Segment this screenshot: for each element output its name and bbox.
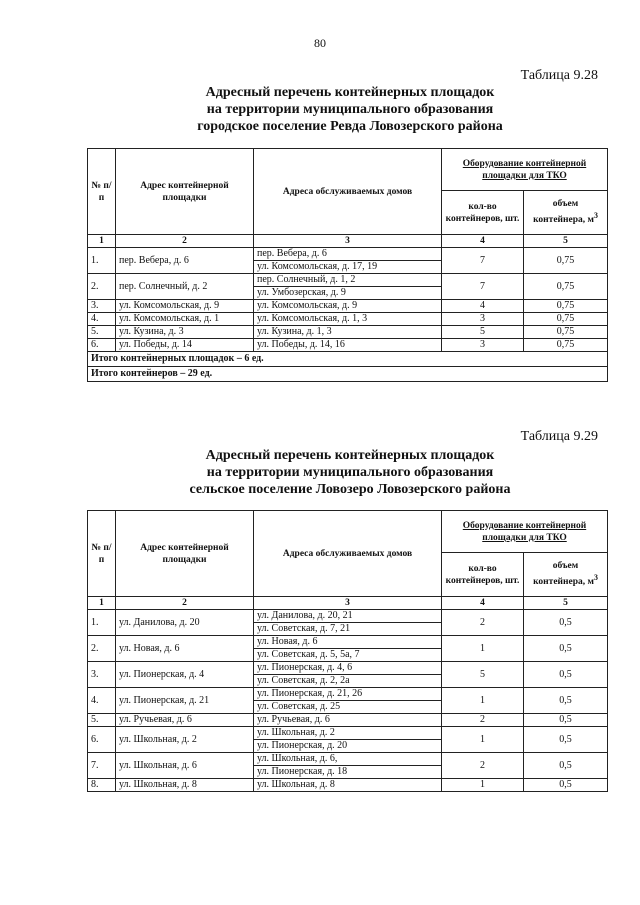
table-row <box>88 610 608 623</box>
header-index: 4 <box>442 235 524 248</box>
header-equipment-text: Оборудование контейнерной площадки для ТКО <box>462 158 587 181</box>
header-index: 2 <box>116 235 254 248</box>
header-volume-text: объем контейнера, м <box>533 199 594 226</box>
site-address: ул. Пионерская, д. 4 <box>116 662 254 688</box>
title-line: Адресный перечень контейнерных площадок <box>205 85 495 100</box>
container-count: 2 <box>442 753 524 779</box>
row-number: 4. <box>88 688 116 714</box>
header-count: кол-во контейнеров, шт. <box>442 553 524 597</box>
header-equipment-text: Оборудование контейнерной площадки для ТКО <box>462 520 587 543</box>
table-row <box>88 636 608 649</box>
served-house: ул. Пионерская, д. 18 <box>254 766 442 779</box>
header-equipment <box>442 511 608 553</box>
table-row <box>88 753 608 766</box>
header-num: № п/п <box>88 511 116 597</box>
container-sites-table-lovozero <box>87 510 608 792</box>
container-count: 7 <box>442 274 524 300</box>
site-address: пер. Вебера, д. 6 <box>116 248 254 274</box>
site-address: ул. Школьная, д. 2 <box>116 727 254 753</box>
row-number: 4. <box>88 313 116 326</box>
table-title-9-28 <box>90 84 610 135</box>
container-volume: 0,75 <box>524 313 608 326</box>
served-house: ул. Пионерская, д. 4, 6 <box>254 662 442 675</box>
served-house: ул. Советская, д. 25 <box>254 701 442 714</box>
table-row <box>88 714 608 727</box>
container-count: 7 <box>442 248 524 274</box>
title-line: на территории муниципального образования <box>206 102 494 117</box>
container-volume: 0,75 <box>524 274 608 300</box>
header-equipment <box>442 149 608 191</box>
served-house: ул. Советская, д. 5, 5а, 7 <box>254 649 442 662</box>
container-count: 1 <box>442 688 524 714</box>
table-label-9-28: Таблица 9.28 <box>520 68 598 83</box>
table-row <box>88 662 608 675</box>
header-address: Адрес контейнерной площадки <box>116 511 254 597</box>
title-line: сельское поселение Ловозеро Ловозерского района <box>189 482 511 497</box>
header-index: 4 <box>442 597 524 610</box>
table-row <box>88 339 608 352</box>
row-number: 1. <box>88 248 116 274</box>
header-index: 5 <box>524 235 608 248</box>
header-volume <box>524 553 608 597</box>
served-house: пер. Вебера, д. 6 <box>254 248 442 261</box>
container-count: 1 <box>442 727 524 753</box>
row-number: 7. <box>88 753 116 779</box>
totals-cell: Итого контейнеров – 29 ед. <box>88 367 608 382</box>
served-house: ул. Школьная, д. 6, <box>254 753 442 766</box>
container-volume: 0,5 <box>524 727 608 753</box>
row-number: 3. <box>88 300 116 313</box>
header-volume-text: объем контейнера, м <box>533 561 594 588</box>
table-row <box>88 300 608 313</box>
container-count: 5 <box>442 662 524 688</box>
served-house: ул. Комсомольская, д. 17, 19 <box>254 261 442 274</box>
row-number: 1. <box>88 610 116 636</box>
totals-row <box>88 367 608 382</box>
container-count: 2 <box>442 714 524 727</box>
served-house: ул. Школьная, д. 8 <box>254 779 442 792</box>
site-address: ул. Школьная, д. 6 <box>116 753 254 779</box>
served-house: пер. Солнечный, д. 1, 2 <box>254 274 442 287</box>
table-label-9-29: Таблица 9.29 <box>520 429 598 444</box>
title-line: городское поселение Ревда Ловозерского района <box>197 119 503 134</box>
header-volume-sup: 3 <box>593 211 598 221</box>
container-volume: 0,5 <box>524 688 608 714</box>
served-house: ул. Школьная, д. 2 <box>254 727 442 740</box>
row-number: 6. <box>88 727 116 753</box>
container-volume: 0,75 <box>524 248 608 274</box>
header-index: 3 <box>254 597 442 610</box>
container-count: 1 <box>442 779 524 792</box>
container-sites-table-revda <box>87 148 608 382</box>
table-row <box>88 313 608 326</box>
site-address: ул. Победы, д. 14 <box>116 339 254 352</box>
header-volume-sup: 3 <box>593 573 598 583</box>
header-address: Адрес контейнерной площадки <box>116 149 254 235</box>
container-volume: 0,5 <box>524 636 608 662</box>
container-volume: 0,5 <box>524 662 608 688</box>
row-number: 6. <box>88 339 116 352</box>
served-house: ул. Умбозерская, д. 9 <box>254 287 442 300</box>
header-index: 5 <box>524 597 608 610</box>
container-volume: 0,75 <box>524 300 608 313</box>
container-volume: 0,5 <box>524 610 608 636</box>
served-house: ул. Победы, д. 14, 16 <box>254 339 442 352</box>
site-address: ул. Школьная, д. 8 <box>116 779 254 792</box>
served-house: ул. Новая, д. 6 <box>254 636 442 649</box>
header-num: № п/п <box>88 149 116 235</box>
served-house: ул. Пионерская, д. 21, 26 <box>254 688 442 701</box>
site-address: ул. Комсомольская, д. 1 <box>116 313 254 326</box>
header-index: 1 <box>88 235 116 248</box>
served-house: ул. Пионерская, д. 20 <box>254 740 442 753</box>
title-line: на территории муниципального образования <box>206 465 494 480</box>
totals-cell: Итого контейнерных площадок – 6 ед. <box>88 352 608 367</box>
container-volume: 0,5 <box>524 779 608 792</box>
site-address: ул. Пионерская, д. 21 <box>116 688 254 714</box>
container-volume: 0,75 <box>524 326 608 339</box>
served-house: ул. Ручьевая, д. 6 <box>254 714 442 727</box>
header-count: кол-во контейнеров, шт. <box>442 191 524 235</box>
row-number: 8. <box>88 779 116 792</box>
table-row <box>88 779 608 792</box>
container-volume: 0,5 <box>524 753 608 779</box>
table-row <box>88 688 608 701</box>
site-address: ул. Новая, д. 6 <box>116 636 254 662</box>
header-served-houses: Адреса обслуживаемых домов <box>254 511 442 597</box>
table-row <box>88 326 608 339</box>
container-count: 3 <box>442 339 524 352</box>
site-address: пер. Солнечный, д. 2 <box>116 274 254 300</box>
table-row <box>88 727 608 740</box>
header-index: 3 <box>254 235 442 248</box>
served-house: ул. Комсомольская, д. 1, 3 <box>254 313 442 326</box>
totals-row <box>88 352 608 367</box>
row-number: 5. <box>88 714 116 727</box>
site-address: ул. Ручьевая, д. 6 <box>116 714 254 727</box>
served-house: ул. Советская, д. 7, 21 <box>254 623 442 636</box>
header-index: 2 <box>116 597 254 610</box>
container-volume: 0,5 <box>524 714 608 727</box>
container-volume: 0,75 <box>524 339 608 352</box>
site-address: ул. Кузина, д. 3 <box>116 326 254 339</box>
served-house: ул. Данилова, д. 20, 21 <box>254 610 442 623</box>
container-count: 3 <box>442 313 524 326</box>
served-house: ул. Комсомольская, д. 9 <box>254 300 442 313</box>
container-count: 4 <box>442 300 524 313</box>
served-house: ул. Советская, д. 2, 2а <box>254 675 442 688</box>
row-number: 2. <box>88 274 116 300</box>
container-count: 2 <box>442 610 524 636</box>
site-address: ул. Данилова, д. 20 <box>116 610 254 636</box>
served-house: ул. Кузина, д. 1, 3 <box>254 326 442 339</box>
table-row <box>88 248 608 261</box>
container-count: 5 <box>442 326 524 339</box>
table-row <box>88 274 608 287</box>
page-number: 80 <box>314 36 326 50</box>
header-volume <box>524 191 608 235</box>
table-title-9-29 <box>90 447 610 498</box>
title-line: Адресный перечень контейнерных площадок <box>205 448 495 463</box>
header-served-houses: Адреса обслуживаемых домов <box>254 149 442 235</box>
header-index: 1 <box>88 597 116 610</box>
container-count: 1 <box>442 636 524 662</box>
row-number: 2. <box>88 636 116 662</box>
row-number: 3. <box>88 662 116 688</box>
row-number: 5. <box>88 326 116 339</box>
site-address: ул. Комсомольская, д. 9 <box>116 300 254 313</box>
